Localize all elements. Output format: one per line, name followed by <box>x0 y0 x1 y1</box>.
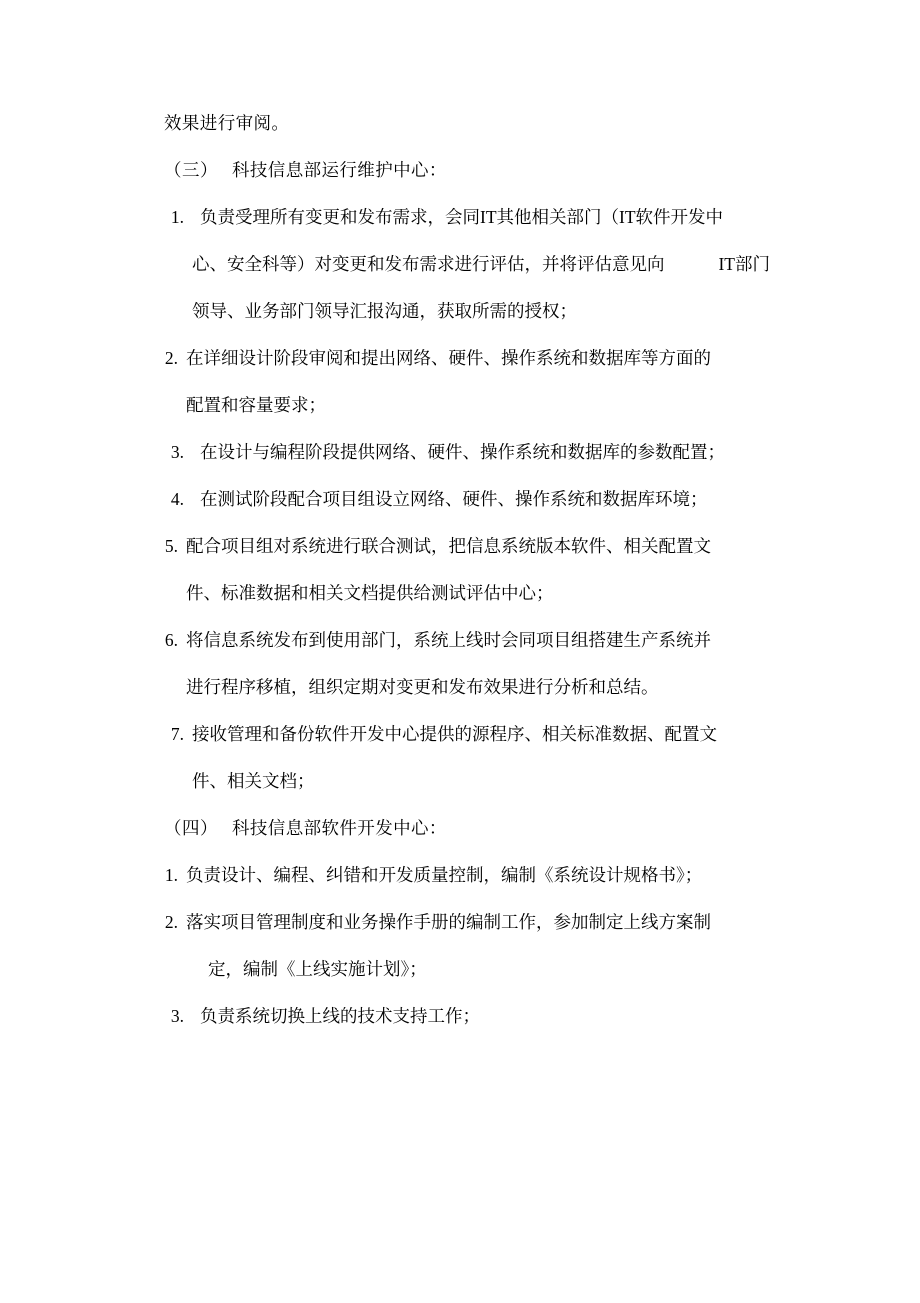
list-item <box>150 852 770 899</box>
list-item-line: 件、标准数据和相关文档提供给测试评估中心； <box>186 583 554 603</box>
list-item-number: 1. <box>164 865 178 885</box>
list-item <box>150 993 770 1040</box>
list-item-number: 4. <box>170 489 184 509</box>
list-item-line: 配置和容量要求； <box>186 395 326 415</box>
list-item-number: 5. <box>164 536 178 556</box>
list-item-line-spaced <box>192 241 770 288</box>
section-marker-4: （四） <box>164 818 218 838</box>
list-item-line: 负责设计、编程、纠错和开发质量控制，编制《系统设计规格书》； <box>186 865 703 885</box>
list-item <box>150 523 770 617</box>
list-item-number: 3. <box>170 442 184 462</box>
list-item-number: 7. <box>170 724 184 744</box>
section-marker-3: （三） <box>164 160 218 180</box>
list-item-line: 在测试阶段配合项目组设立网络、硬件、操作系统和数据库环境； <box>200 489 708 509</box>
continuation-paragraph: 效果进行审阅。 <box>164 113 290 133</box>
list-item-number: 1. <box>170 207 184 227</box>
list-item <box>150 711 770 805</box>
list-item-line: 在详细设计阶段审阅和提出网络、硬件、操作系统和数据库等方面的 <box>186 348 711 368</box>
list-item-line: 接收管理和备份软件开发中心提供的源程序、相关标准数据、配置文 <box>192 724 717 744</box>
list-item-number: 2. <box>164 912 178 932</box>
list-item-line: 件、相关文档； <box>192 771 315 791</box>
section-heading-4 <box>164 805 770 852</box>
list-item-line: 进行程序移植，组织定期对变更和发布效果进行分析和总结。 <box>186 677 659 697</box>
list-item-line: 落实项目管理制度和业务操作手册的编制工作，参加制定上线方案制 <box>186 912 711 932</box>
list-item-line: 在设计与编程阶段提供网络、硬件、操作系统和数据库的参数配置； <box>200 442 725 462</box>
list-item-line-right: IT部门 <box>718 254 770 274</box>
list-item-line: 将信息系统发布到使用部门，系统上线时会同项目组搭建生产系统并 <box>186 630 711 650</box>
section-heading-3 <box>164 147 770 194</box>
section-title-4: 科技信息部软件开发中心： <box>232 818 447 838</box>
list-item-line: 负责系统切换上线的技术支持工作； <box>200 1006 480 1026</box>
list-item-number: 2. <box>164 348 178 368</box>
list-item <box>150 899 770 993</box>
list-item-line: 领导、业务部门领导汇报沟通，获取所需的授权； <box>192 301 577 321</box>
list-item-number: 3. <box>170 1006 184 1026</box>
list-item-number: 6. <box>164 630 178 650</box>
list-item-line: 负责受理所有变更和发布需求，会同IT其他相关部门（IT软件开发中 <box>200 207 724 227</box>
list-item <box>150 476 770 523</box>
list-item <box>150 194 770 335</box>
list-item <box>150 429 770 476</box>
list-item-line: 定，编制《上线实施计划》； <box>208 959 427 979</box>
list-item-line: 心、安全科等）对变更和发布需求进行评估，并将评估意见向 <box>192 254 665 274</box>
list-item-line: 配合项目组对系统进行联合测试，把信息系统版本软件、相关配置文 <box>186 536 711 556</box>
list-item <box>150 335 770 429</box>
list-item <box>150 617 770 711</box>
section-title-3: 科技信息部运行维护中心： <box>232 160 447 180</box>
